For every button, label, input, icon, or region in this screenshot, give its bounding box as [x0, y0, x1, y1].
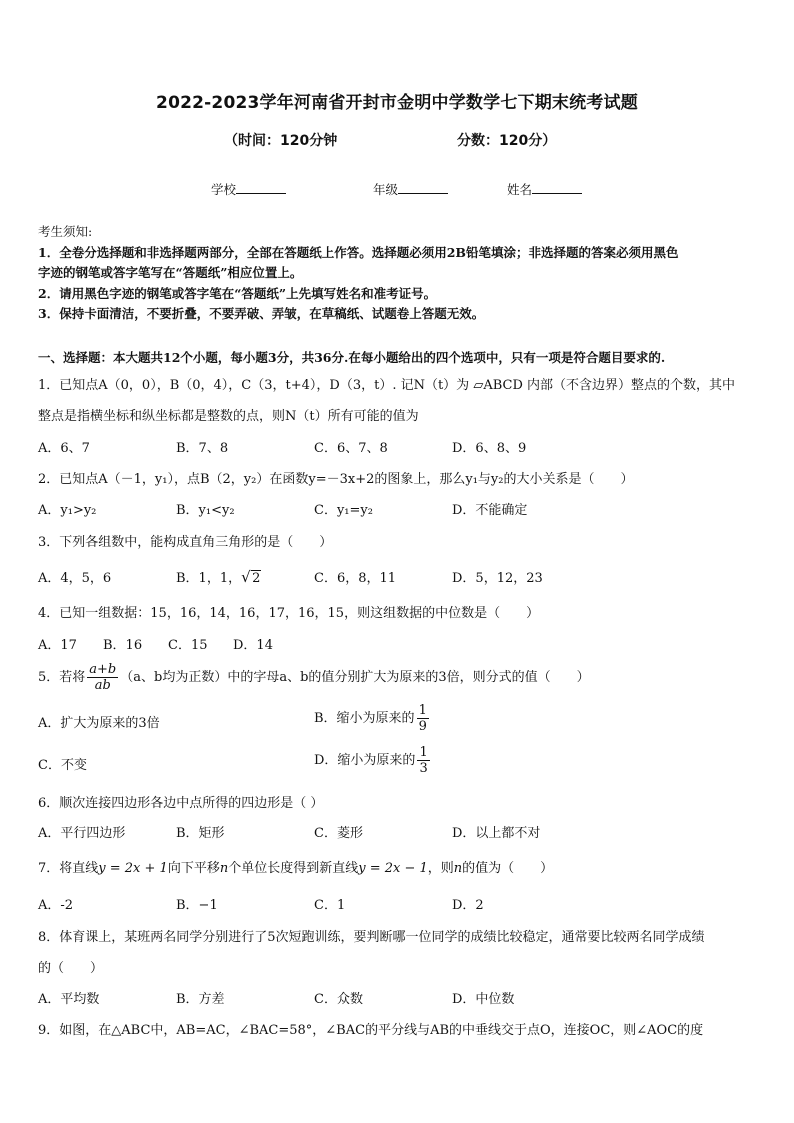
q1-stem-cont: 整点是指横坐标和纵坐标都是整数的点，则N（t）所有可能的值为: [38, 409, 419, 424]
fraction-denominator: 9: [418, 719, 427, 734]
notice-item: 字迹的钢笔或答字笔写在“答题纸”相应位置上。: [38, 265, 303, 280]
school-blank[interactable]: [236, 181, 286, 194]
time-limit: （时间：120分钟: [224, 133, 338, 149]
q5-option-d-fraction: [417, 745, 429, 776]
q7-text: 7．将直线: [38, 861, 99, 876]
q2-stem: 2．已知点A（－1，y₁），点B（2，y₂）在函数y=－3x+2的图象上，那么y₁与y₂的大小关系是（ ）: [38, 472, 634, 487]
q7-text: 个单位长度得到新直线: [228, 861, 359, 876]
q3-option-a: A．4，5，6: [38, 571, 112, 586]
q7-text: 的值为（ ）: [462, 861, 554, 876]
q7-variable-n: n: [453, 861, 463, 876]
q2-option-c: C．y₁=y₂: [314, 503, 373, 518]
notice-item: 3．保持卡面清洁，不要折叠，不要弄破、弄皱，在草稿纸、试题卷上答题无效。: [38, 306, 485, 321]
q7-option-d: D．2: [452, 898, 484, 913]
school-label: 学校: [211, 182, 237, 197]
q6-option-b: B．矩形: [176, 826, 225, 841]
notice-heading: 考生须知:: [38, 224, 93, 239]
sqrt-argument: 2: [252, 571, 261, 586]
section-heading: 一、选择题：本大题共12个小题，每小题3分，共36分.在每小题给出的四个选项中，只有一项是符合题目要求的.: [38, 350, 666, 365]
total-score: 分数：120分）: [457, 133, 557, 149]
q5-option-b-fraction: [417, 703, 429, 734]
q5-suffix: （a、b均为正数）中的字母a、b的值分别扩大为原来的3倍，则分式的值（ ）: [120, 670, 590, 685]
fraction-denominator: ab: [94, 678, 111, 693]
fraction-numerator: 1: [418, 703, 427, 718]
q5-prefix: 5．若将: [38, 670, 86, 685]
q7-option-a: A．-2: [38, 898, 74, 913]
q3-option-b-label: B．1，1，: [176, 571, 242, 586]
q7-text: 向下平移: [167, 861, 220, 876]
name-label: 姓名: [507, 182, 533, 197]
q7-option-b: B．−1: [176, 898, 218, 913]
q7-equation-original: y = 2x + 1: [98, 861, 168, 876]
q5-option-c: C．不变: [38, 758, 87, 773]
q3-option-d: D．5，12，23: [452, 571, 543, 586]
q7-equation-new: y = 2x − 1: [358, 861, 428, 876]
q4-option-d: D．14: [233, 638, 273, 653]
q3-stem: 3．下列各组数中，能构成直角三角形的是（ ）: [38, 535, 333, 550]
q6-option-c: C．菱形: [314, 826, 363, 841]
q4-option-b: B．16: [103, 638, 143, 653]
fraction-numerator: 1: [419, 745, 428, 760]
q3-option-c: C．6，8，11: [314, 571, 397, 586]
sqrt-symbol: √ 2: [241, 568, 261, 586]
q8-option-d: D．中位数: [452, 992, 515, 1007]
notice-item: 1．全卷分选择题和非选择题两部分，全部在答题纸上作答。选择题必须用2B铅笔填涂；非选择题的答案必须用黑色: [38, 244, 679, 260]
q2-option-a: A．y₁>y₂: [38, 503, 97, 518]
q1-option-c: C．6、7、8: [314, 441, 388, 456]
q5-option-d-label: D．缩小为原来的: [314, 753, 416, 768]
q5-option-d: [314, 745, 432, 776]
name-field: [507, 180, 582, 198]
grade-label: 年级: [373, 182, 399, 197]
grade-field: [373, 180, 448, 198]
q1-stem: 1．已知点A（0，0），B（0，4），C（3，t+4），D（3，t）. 记N（t）为 ▱ABCD 内部（不含边界）整点的个数，其中: [38, 378, 735, 393]
q7-option-c: C．1: [314, 898, 346, 913]
q7-variable-n: n: [219, 861, 229, 876]
q4-option-c: C．15: [168, 638, 208, 653]
q8-option-a: A．平均数: [38, 992, 100, 1007]
name-blank[interactable]: [532, 181, 582, 194]
fraction-denominator: 3: [419, 761, 428, 776]
exam-subtitle: [0, 130, 794, 152]
q8-stem: 8．体育课上，某班两名同学分别进行了5次短跑训练，要判断哪一位同学的成绩比较稳定，通常要比较两名同学成绩: [38, 930, 705, 945]
q3-option-b: [176, 567, 261, 586]
fraction-numerator: a+b: [89, 662, 117, 677]
q2-option-d: D．不能确定: [452, 503, 528, 518]
q9-stem: 9．如图，在△ABC中，AB=AC，∠BAC=58°，∠BAC的平分线与AB的中垂线交于点O，连接OC，则∠AOC的度: [38, 1023, 704, 1038]
q1-option-d: D．6、8、9: [452, 441, 527, 456]
grade-blank[interactable]: [398, 181, 448, 194]
q6-option-d: D．以上都不对: [452, 826, 541, 841]
q2-option-b: B．y₁<y₂: [176, 503, 235, 518]
q7-text: ，则: [427, 861, 454, 876]
exam-notice: [38, 222, 758, 325]
school-field: [211, 180, 286, 198]
q6-stem: 6．顺次连接四边形各边中点所得的四边形是（ ）: [38, 796, 324, 811]
q5-option-b: [314, 703, 431, 734]
q5-stem: [38, 662, 590, 693]
q4-stem: 4．已知一组数据：15，16，14，16，17，16，15，则这组数据的中位数是（ ）: [38, 606, 540, 621]
q5-option-b-label: B．缩小为原来的: [314, 711, 415, 726]
q1-option-b: B．7、8: [176, 441, 229, 456]
q1-option-a: A．6、7: [38, 441, 90, 456]
exam-title: 2022-2023学年河南省开封市金明中学数学七下期末统考试题: [156, 93, 638, 113]
q8-option-b: B．方差: [176, 992, 225, 1007]
q5-option-a: A．扩大为原来的3倍: [38, 716, 160, 731]
q5-fraction: [87, 662, 118, 693]
q7-stem: [38, 857, 553, 876]
q8-option-c: C．众数: [314, 992, 363, 1007]
notice-item: 2．请用黑色字迹的钢笔或答字笔在“答题纸”上先填写姓名和准考证号。: [38, 285, 437, 301]
q8-stem-cont: 的（ ）: [38, 961, 104, 976]
q4-option-a: A．17: [38, 638, 77, 653]
q6-option-a: A．平行四边形: [38, 826, 126, 841]
